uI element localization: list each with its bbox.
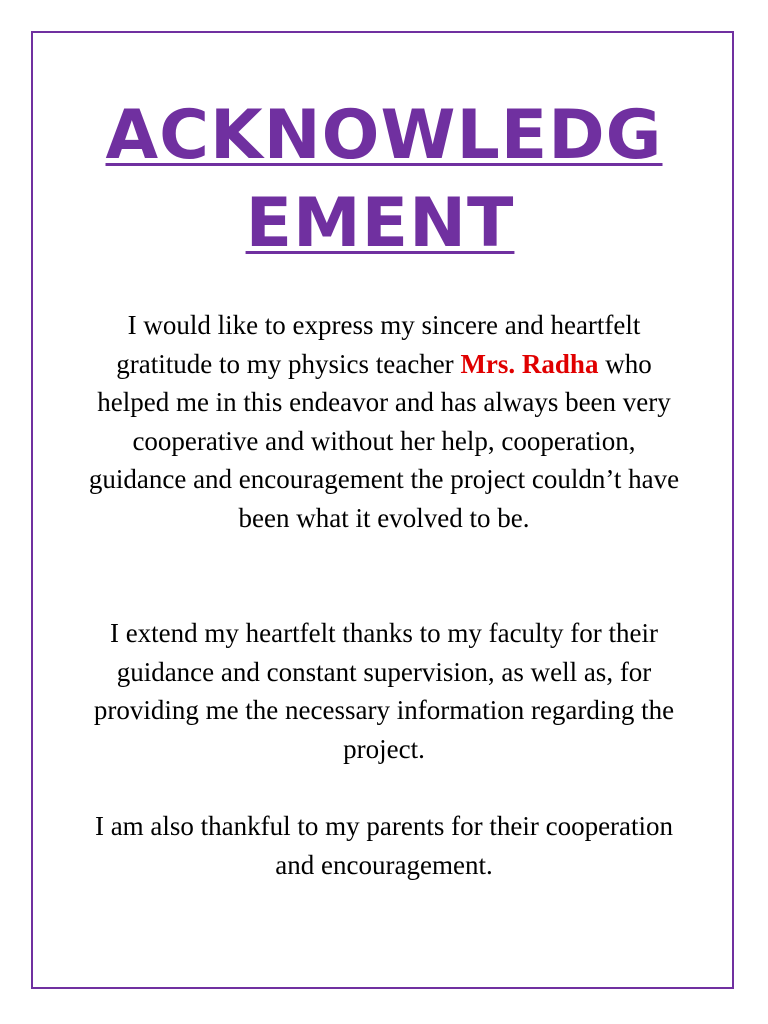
teacher-name: Mrs. Radha xyxy=(460,348,599,379)
paragraph-gratitude-teacher xyxy=(88,306,680,538)
paragraph-1-text-end: who helped me in this endeavor and has always been very cooperative and without her help, cooperation, guidance and encouragement the project couldn’t have been what it evolved to be. xyxy=(88,348,680,533)
page-title xyxy=(31,92,737,268)
title-line-2: EMENT xyxy=(245,184,515,263)
paragraph-1-text-start: I would like to express my sincere and heartfelt gratitude to my physics teacher xyxy=(116,310,641,379)
paragraph-thanks-faculty: I extend my heartfelt thanks to my faculty for their guidance and constant supervision, as well as, for providing me the necessary information regarding the project. xyxy=(93,618,675,764)
title-line-1: ACKNOWLEDG xyxy=(105,96,663,175)
paragraph-thanks-parents: I am also thankful to my parents for their cooperation and encouragement. xyxy=(94,811,674,880)
